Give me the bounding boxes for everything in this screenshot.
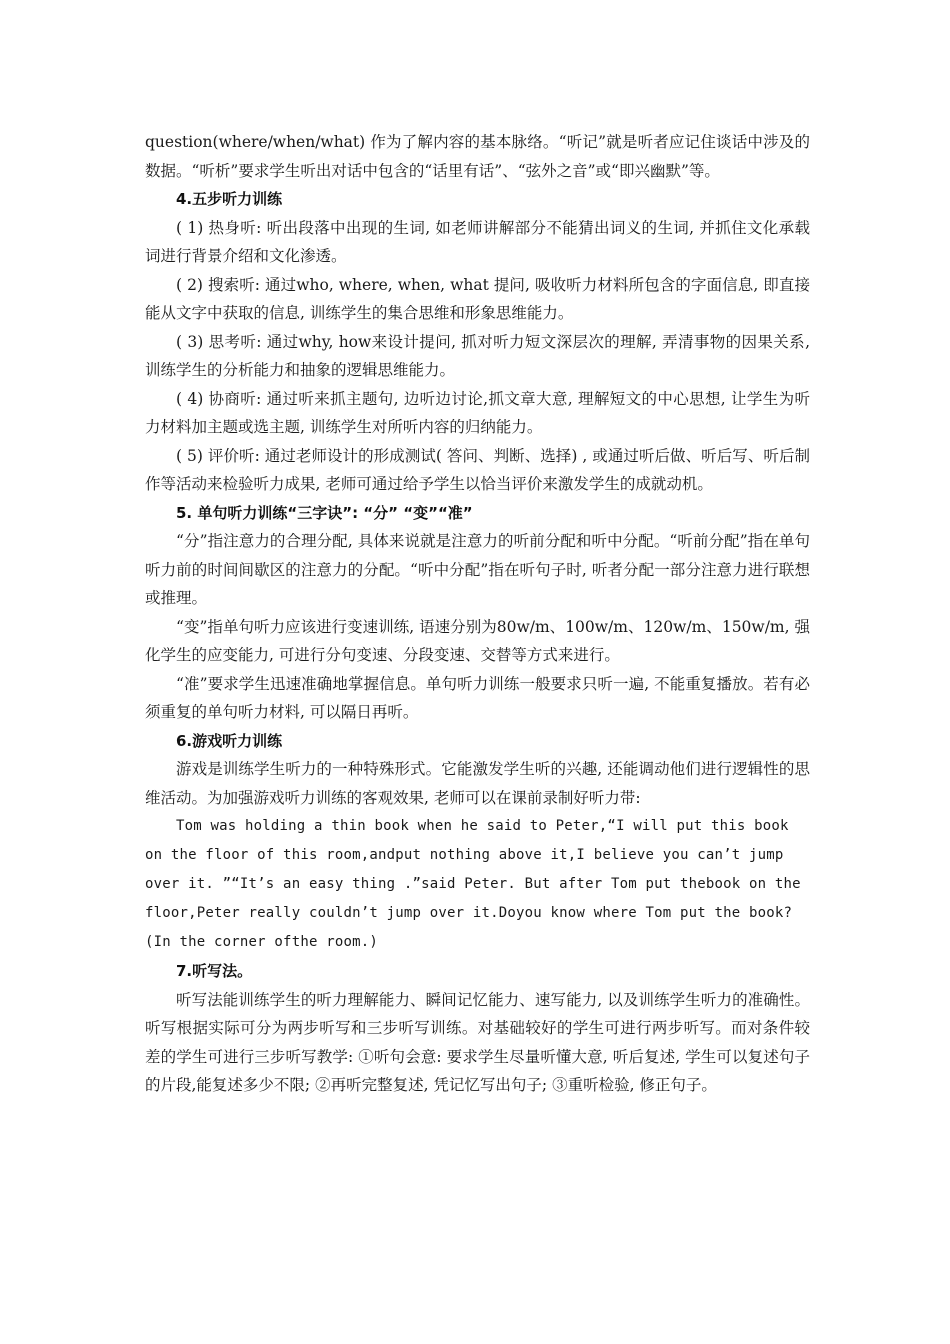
- document-page: [145, 128, 810, 1100]
- section-5-paragraph-2: “变”指单句听力应该进行变速训练, 语速分别为80w/m、100w/m、120w/m、150w/m, 强化学生的应变能力, 可进行分句变速、分段变速、交替等方式来进行。: [145, 617, 810, 664]
- section-4-item-5: ( 5) 评价听: 通过老师设计的形成测试( 答问、判断、选择) , 或通过听后做、听后写、听后制作等活动来检验听力成果, 老师可通过给予学生以恰当评价来激发学生的成就动机。: [145, 446, 810, 493]
- section-4-item-4: ( 4) 协商听: 通过听来抓主题句, 边听边讨论,抓文章大意, 理解短文的中心思想, 让学生为听力材料加主题或选主题, 训练学生对所听内容的归纳能力。: [145, 389, 810, 436]
- section-5-paragraph-3: “准”要求学生迅速准确地掌握信息。单句听力训练一般要求只听一遍, 不能重复播放。若有必须重复的单句听力材料, 可以隔日再听。: [145, 674, 810, 721]
- section-4-heading: 4.五步听力训练: [176, 190, 283, 208]
- section-4-item-2: ( 2) 搜索听: 通过who, where, when, what 提问, 吸收听力材料所包含的字面信息, 即直接能从文字中获取的信息, 训练学生的集合思维和形象思维能力。: [145, 275, 810, 322]
- intro-paragraph: question(where/when/what) 作为了解内容的基本脉络。“听记”就是听者应记住谈话中涉及的数据。“听析”要求学生听出对话中包含的“话里有话”、“弦外之音”或“即兴幽默”等。: [145, 133, 810, 180]
- section-6-paragraph: 游戏是训练学生听力的一种特殊形式。它能激发学生听的兴趣, 还能调动他们进行逻辑性的思维活动。为加强游戏听力训练的客观效果, 老师可以在课前录制好听力带:: [145, 760, 810, 807]
- section-5-paragraph-1: “分”指注意力的合理分配, 具体来说就是注意力的听前分配和听中分配。“听前分配”指在单句听力前的时间间歇区的注意力的分配。“听中分配”指在听句子时, 听者分配一部分注意力进行联想或推理。: [145, 532, 810, 607]
- section-6-heading: 6.游戏听力训练: [176, 731, 283, 750]
- section-7-paragraph: 听写法能训练学生的听力理解能力、瞬间记忆能力、速写能力, 以及训练学生听力的准确性。听写根据实际可分为两步听写和三步听写训练。对基础较好的学生可进行两步听写。而对条件较差的学生可进行三步听写教学: ①听句会意: 要求学生尽量听懂大意, 听后复述, 学生可以复述句子的片段,能复述多少不限; ②再听完整复述, 凭记忆写出句子; ③重听检验, 修正句子。: [145, 990, 810, 1094]
- section-4-item-3: ( 3) 思考听: 通过why, how来设计提问, 抓对听力短文深层次的理解, 弄清事物的因果关系, 训练学生的分析能力和抽象的逻辑思维能力。: [145, 332, 810, 379]
- section-7-heading: 7.听写法。: [176, 962, 253, 980]
- section-4-item-1: ( 1) 热身听: 听出段落中出现的生词, 如老师讲解部分不能猜出词义的生词, 并抓住文化承载词进行背景介绍和文化渗透。: [145, 218, 810, 265]
- section-6-english-passage: Tom was holding a thin book when he said to Peter,“I will put this book on the floor of this room,andput nothing above it,I believe you can’t jump over it. ”“It’s an easy thing .”said Peter. But after Tom put thebook on the floor,Peter really couldn’t jump over it.Doyou know where Tom put the book?(In the corner ofthe room.): [145, 818, 801, 950]
- section-5-heading: 5. 单句听力训练“三字诀”: “分” “变”“准”: [176, 503, 473, 522]
